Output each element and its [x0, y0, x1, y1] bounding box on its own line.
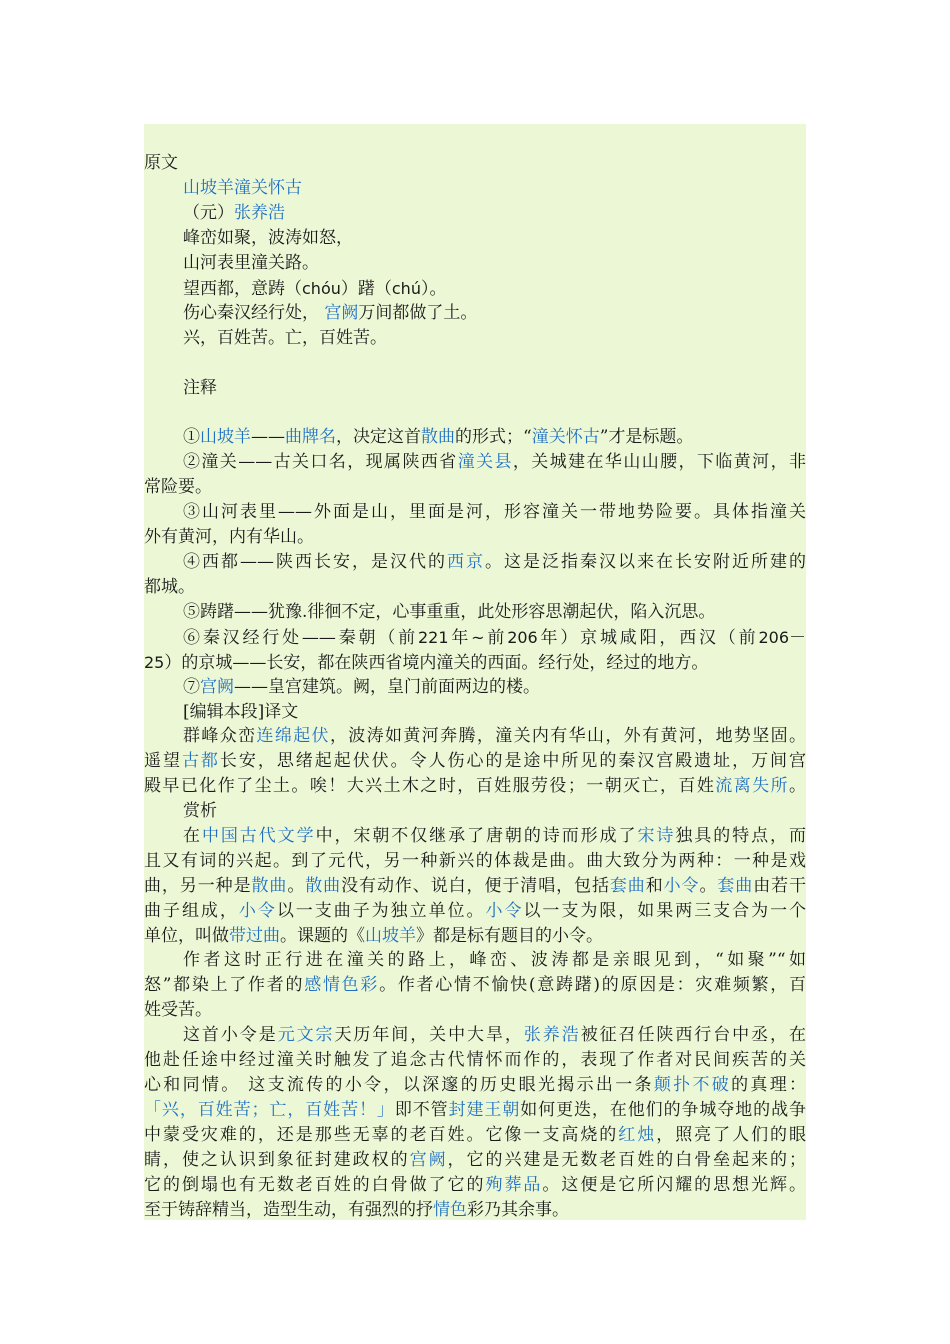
text-span: 常险要。	[144, 477, 212, 497]
hyperlink[interactable]: 小令	[485, 901, 524, 921]
text-line	[144, 849, 806, 874]
text-line	[183, 226, 806, 251]
text-span: [编辑本段]译文	[183, 702, 299, 722]
text-span: 》都是标有题目的小令。	[416, 926, 603, 946]
text-span: 殿早已化作了尘土。唉！大兴土木之时，百姓服劳役；一朝灭亡，百姓	[144, 776, 716, 796]
text-line	[144, 749, 806, 774]
text-span: 注释	[183, 378, 217, 398]
hyperlink[interactable]: 张养浩	[234, 203, 285, 223]
text-span: 中蒙受灾难的，还是那些无辜的老百姓。它像一支高烧的	[144, 1125, 619, 1145]
hyperlink[interactable]: 曲牌名	[285, 427, 336, 447]
text-span: 以一支曲子为独立单位。	[276, 901, 486, 921]
text-span: 它的倒塌也有无数老百姓的白骨做了它的	[144, 1175, 486, 1195]
text-span: 的形式；“	[455, 427, 532, 447]
text-line	[183, 700, 806, 725]
text-span: ④西都——陕西长安，是汉代的	[183, 552, 447, 572]
text-span: 这首小令是	[183, 1025, 278, 1045]
hyperlink[interactable]: 套曲	[717, 876, 754, 896]
hyperlink[interactable]: 套曲	[609, 876, 646, 896]
text-line	[183, 276, 806, 301]
text-line	[144, 1073, 806, 1098]
text-line	[183, 425, 806, 450]
text-span: 心和同情。 这支流传的小令，以深邃的历史眼光揭示出一条	[144, 1075, 654, 1095]
text-span: 即不管	[394, 1100, 449, 1120]
text-span: 。	[789, 776, 806, 796]
hyperlink[interactable]: 「兴，百姓苦；亡，百姓苦！」	[144, 1100, 395, 1120]
text-span: 曲，另一种是	[144, 876, 252, 896]
hyperlink[interactable]: 小令	[238, 901, 277, 921]
text-span: 206	[758, 628, 790, 647]
hyperlink[interactable]: 散曲	[421, 427, 455, 447]
hyperlink[interactable]: 古都	[181, 751, 220, 771]
text-line	[183, 600, 806, 625]
text-line	[144, 151, 806, 176]
text-line	[144, 1173, 806, 1198]
text-line	[144, 899, 806, 924]
hyperlink[interactable]: 情色	[433, 1200, 467, 1220]
text-span: 长安，思绪起起伏伏。令人伤心的是途中所见的秦汉宫殿遗址，万间宫	[219, 751, 806, 771]
text-span: chú	[391, 279, 421, 298]
text-span: 年）京城咸阳，西汉（前	[537, 628, 759, 648]
text-span: 以一支为限，如果两三支合为一个	[523, 901, 806, 921]
text-span: 。作者心情不愉快(意踌躇)的原因是：灾难频繁，百	[379, 975, 806, 995]
text-span: 赏析	[183, 801, 217, 821]
hyperlink[interactable]: 感情色彩	[304, 975, 380, 995]
text-line	[183, 326, 806, 351]
hyperlink[interactable]: 潼关县	[457, 452, 513, 472]
hyperlink[interactable]: 红烛	[618, 1125, 657, 1145]
hyperlink[interactable]: 小令	[663, 876, 700, 896]
text-line	[183, 201, 806, 226]
hyperlink[interactable]: 宫阙	[409, 1150, 448, 1170]
text-span: 年	[448, 628, 472, 648]
text-span: 如何更迭，在他们的争城夺地的战争	[520, 1100, 806, 1120]
hyperlink[interactable]: 封建王朝	[448, 1100, 521, 1120]
hyperlink[interactable]: 山坡羊	[200, 427, 251, 447]
text-span: ”才是标题。	[599, 427, 694, 447]
text-span: 中，宋朝不仅继承了唐朝的诗而形成了	[315, 826, 638, 846]
text-span: ——	[251, 427, 285, 447]
text-line	[144, 973, 806, 998]
text-line	[144, 998, 806, 1023]
text-span: 。这是泛指秦汉以来在长安附近所建的	[485, 552, 806, 572]
text-span: 在	[183, 826, 202, 846]
text-span: 没有动作、说白，便于清唱，包括	[341, 876, 610, 896]
text-span: ，波涛如黄河奔腾，潼关内有华山，外有黄河，地势坚固。	[329, 726, 806, 746]
text-line	[183, 724, 806, 749]
text-line	[183, 301, 806, 326]
text-span: 怒”都染上了作者的	[144, 975, 305, 995]
text-span: ，照亮了人们的眼	[656, 1125, 806, 1145]
text-span: 都城。	[144, 577, 195, 597]
text-span: 天历年间，关中大旱，	[334, 1025, 524, 1045]
text-span: 彩乃其余事。	[467, 1200, 569, 1220]
text-span: －	[789, 628, 806, 648]
text-span: ⑤踌躇——犹豫.徘徊不定，心事重重，此处形容思潮起伏，陷入沉思。	[183, 602, 716, 622]
text-span: ，决定这首	[336, 427, 421, 447]
text-span: 姓受苦。	[144, 1000, 212, 1020]
text-span: ②潼关——古关口名，现属陕西省	[183, 452, 458, 472]
text-span: 望西都，意踌（	[183, 279, 302, 299]
text-line	[183, 376, 806, 401]
hyperlink[interactable]: 潼关怀古	[531, 427, 600, 447]
text-span: 独具的特点，而	[675, 826, 806, 846]
hyperlink[interactable]: 山坡羊	[365, 926, 416, 946]
text-span: 206	[507, 628, 538, 647]
text-span: 峰峦如聚，波涛如怒，	[183, 228, 353, 248]
text-span: 山河表里潼关路。	[183, 253, 319, 273]
text-span: ）。	[420, 279, 447, 299]
text-span: ）的京城——长安，都在陕西省境内潼关的西面。经行处，经过的地方。	[164, 653, 709, 673]
text-span: 且又有词的兴起。到了元代，另一种新兴的体裁是曲。曲大致分为两种：一种是戏	[144, 851, 806, 871]
hyperlink[interactable]: 颠扑不破	[653, 1075, 732, 1095]
text-line	[183, 799, 806, 824]
text-line	[183, 625, 806, 650]
text-line	[144, 874, 806, 899]
text-line	[183, 176, 806, 201]
text-span: 由若干	[753, 876, 806, 896]
text-line	[183, 251, 806, 276]
text-line	[144, 1098, 806, 1123]
text-span: 。	[699, 876, 718, 896]
text-line	[183, 550, 806, 575]
text-span: 的真理：	[731, 1075, 806, 1095]
hyperlink[interactable]: 散曲	[251, 876, 288, 896]
text-line	[144, 1123, 806, 1148]
text-line	[183, 948, 806, 973]
text-span: chóu	[302, 279, 341, 298]
text-span: 原文	[144, 153, 178, 173]
text-span: 外有黄河，内有华山。	[144, 527, 314, 547]
text-line	[144, 1198, 806, 1223]
text-span: ~	[471, 628, 485, 647]
text-line	[144, 525, 806, 550]
text-line	[183, 500, 806, 525]
text-span: 他赴任途中经过潼关时触发了追念古代情怀而作的，表现了作者对民间疾苦的关	[144, 1050, 806, 1070]
text-line	[144, 1148, 806, 1173]
hyperlink[interactable]: 带过曲	[229, 926, 280, 946]
hyperlink[interactable]: 山坡羊潼关怀古	[183, 178, 302, 198]
text-line	[144, 475, 806, 500]
text-span: 曲子组成，	[144, 901, 239, 921]
text-span: 25	[144, 653, 165, 672]
hyperlink[interactable]: 中国古代文学	[201, 826, 316, 846]
text-span: ⑦	[183, 677, 200, 697]
text-span: ，它的兴建是无数老百姓的白骨垒起来的；	[447, 1150, 806, 1170]
text-line	[183, 450, 806, 475]
text-line	[144, 774, 806, 799]
text-span: 至于铸辞精当，造型生动，有强烈的抒	[144, 1200, 433, 1220]
text-line	[183, 675, 806, 700]
hyperlink[interactable]: 宫阙	[324, 303, 359, 323]
text-span: 被征召任陕西行台中丞，在	[580, 1025, 806, 1045]
hyperlink[interactable]: 流离失所	[715, 776, 790, 796]
text-span: ）躇（	[340, 279, 392, 299]
hyperlink[interactable]: 宫阙	[200, 677, 234, 697]
text-line	[144, 1048, 806, 1073]
hyperlink[interactable]: 殉葬品	[485, 1175, 543, 1195]
text-span: ——皇宫建筑。阙，皇门前面两边的楼。	[234, 677, 540, 697]
text-span: 兴，百姓苦。亡，百姓苦。	[183, 328, 387, 348]
text-span: ，关城建在华山山腰，下临黄河，非	[512, 452, 806, 472]
text-span: 群峰众峦	[183, 726, 257, 746]
hyperlink[interactable]: 连绵起伏	[256, 726, 330, 746]
text-span: （元）	[183, 203, 234, 223]
text-line	[183, 1023, 806, 1048]
text-line	[144, 650, 806, 675]
text-span: 作者这时正行进在潼关的路上，峰峦、波涛都是亲眼见到，“如聚”“如	[183, 950, 806, 970]
text-span: 。	[287, 876, 306, 896]
text-line	[144, 575, 806, 600]
hyperlink[interactable]: 元文宗	[277, 1025, 335, 1045]
text-span: 遥望	[144, 751, 182, 771]
text-span: 万间都做了土。	[358, 303, 478, 323]
text-line	[183, 824, 806, 849]
text-span: 。课题的《	[280, 926, 365, 946]
text-span: 。这便是它所闪耀的思想光辉。	[542, 1175, 806, 1195]
text-span: ③山河表里——外面是山，里面是河，形容潼关一带地势险要。具体指潼关	[183, 502, 806, 522]
text-span: 伤心秦汉经行处，	[183, 303, 325, 323]
text-span: 单位，叫做	[144, 926, 229, 946]
text-span: 前	[484, 628, 508, 648]
hyperlink[interactable]: 西京	[447, 552, 485, 572]
text-span: ①	[183, 427, 200, 447]
text-span: ⑥秦汉经行处——秦朝（前	[183, 628, 418, 648]
text-span: 睛，使之认识到象征封建政权的	[144, 1150, 410, 1170]
hyperlink[interactable]: 散曲	[305, 876, 342, 896]
text-span: 和	[645, 876, 664, 896]
text-line	[144, 924, 806, 949]
hyperlink[interactable]: 宋诗	[637, 826, 676, 846]
hyperlink[interactable]: 张养浩	[523, 1025, 581, 1045]
text-span: 221	[417, 628, 449, 647]
